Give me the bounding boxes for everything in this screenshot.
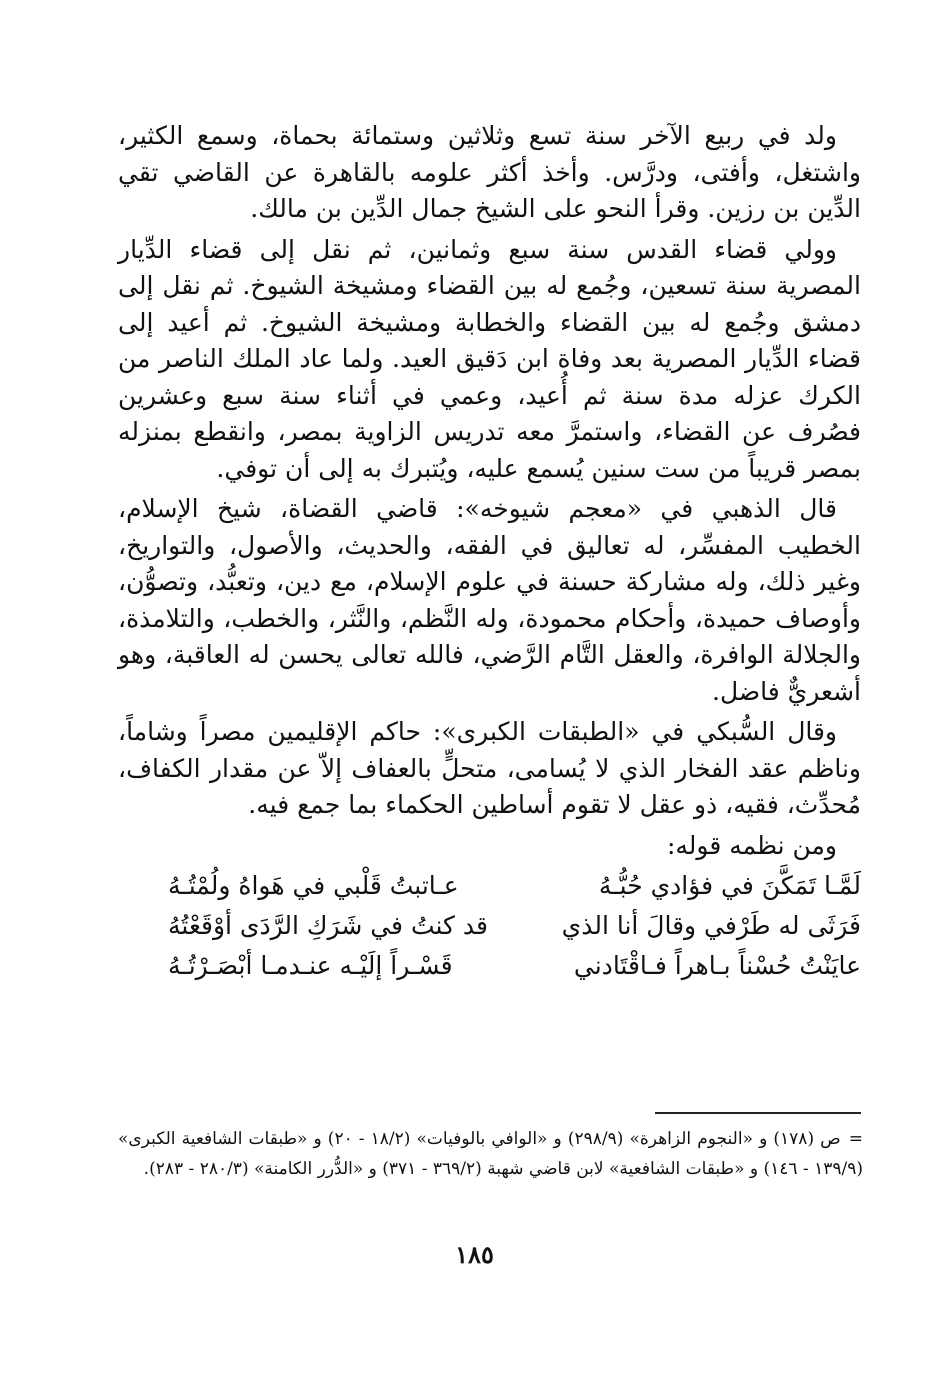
poem-hemistich-first: لَمَّـا تَمَكَّنَ في فؤادي حُبُّـهُ: [598, 871, 861, 900]
paragraph-birth: ولد في ربيع الآخر سنة تسع وثلاثين وستمائة بحماة، وسمع الكثير، واشتغل، وأفتى، ودرَّس. وأخذ أكثر علومه بالقاهرة عن القاضي تقي الدِّين بن رزين. وقرأ النحو على الشيخ جمال الدِّين بن مالك.: [118, 121, 861, 223]
poem-hemistich-second: قَسْـراً إلَيْـه عنـدمـا أبْصَـرْتُـهُ: [168, 951, 453, 980]
poem-hemistich-first: فَرَثَى له طَرْفي وقالَ أنا الذي: [561, 911, 861, 940]
poem-hemistich-second: قد كنتُ في شَرَكِ الرَّدَى أوْقَعْتُهُ: [168, 911, 488, 940]
poem-verse: [118, 946, 861, 986]
poem-hemistich-first: عايَنْتُ حُسْناً بـاهراً فـاقْتَادني: [573, 951, 861, 980]
page-number: ١٨٥: [455, 1240, 494, 1269]
footnote-text: ص (١٧٨) و «النجوم الزاهرة» (٢٩٨/٩) و «الوافي بالوفيات» (١٨/٢ - ٢٠) و «طبقات الشافعية الكبرى» (١٣٩/٩ - ١٤٦) و «طبقات الشافعية» لابن قاضي شهبة (٣٦٩/٢ - ٣٧١) و «الدُّرر الكامنة» (٢٨٠/٣ - ٢٨٣).: [118, 1129, 863, 1179]
footnote: [118, 1124, 863, 1184]
main-text: [118, 118, 861, 986]
poem: [118, 866, 861, 986]
poem-intro: ومن نظمه قوله:: [666, 830, 837, 860]
paragraph-subki-quote: وقال السُّبكي في «الطبقات الكبرى»: حاكم الإقليمين مصراً وشاماً، وناظم عقد الفخار الذي لا يُسامى، متحلٍّ بالعفاف إلاّ عن مقدار الكفاف، مُحدِّث، فقيه، ذو عقل لا تقوم أساطين الحكماء بما جمع فيه.: [118, 717, 861, 819]
paragraph-dhahabi-quote: قال الذهبي في «معجم شيوخه»: قاضي القضاة، شيخ الإسلام، الخطيب المفسِّر، له تعاليق في الفقه، والحديث، والأصول، والتواريخ، وغير ذلك، وله مشاركة حسنة في علوم الإسلام، مع دين، وتعبُّد، وتصوُّن، وأوصاف حميدة، وأحكام محمودة، وله النَّظم، والنَّثر، والخطب، والتلامذة، والجلالة الوافرة، والعقل التَّام الرَّضي، فالله تعالى يحسن له العاقبة، وهو أشعريٌّ فاضل.: [118, 494, 861, 706]
paragraph-career: وولي قضاء القدس سنة سبع وثمانين، ثم نقل إلى قضاء الدِّيار المصرية سنة تسعين، وجُمع له بين القضاء ومشيخة الشيوخ. ثم نقل إلى دمشق وجُمع له بين القضاء والخطابة ومشيخة الشيوخ. ثم أعيد إلى قضاء الدِّيار المصرية بعد وفاة ابن دَقيق العيد. ولما عاد الملك الناصر من الكرك عزله مدة سنة ثم أُعيد، وعمي في أثناء سنة سبع وعشرين فصُرف عن القضاء، واستمرَّ معه تدريس الزاوية بمصر، وانقطع بمنزله بمصر قريباً من ست سنين يُسمع عليه، ويُتبرك به إلى أن توفي.: [118, 234, 861, 483]
footnote-divider: [655, 1112, 861, 1114]
poem-verse: [118, 866, 861, 906]
poem-hemistich-second: عـاتبتُ قَلْبي في هَواهُ ولُمْتُـهُ: [168, 871, 459, 900]
footnote-continuation-marker: =: [848, 1129, 863, 1149]
poem-verse: [118, 906, 861, 946]
